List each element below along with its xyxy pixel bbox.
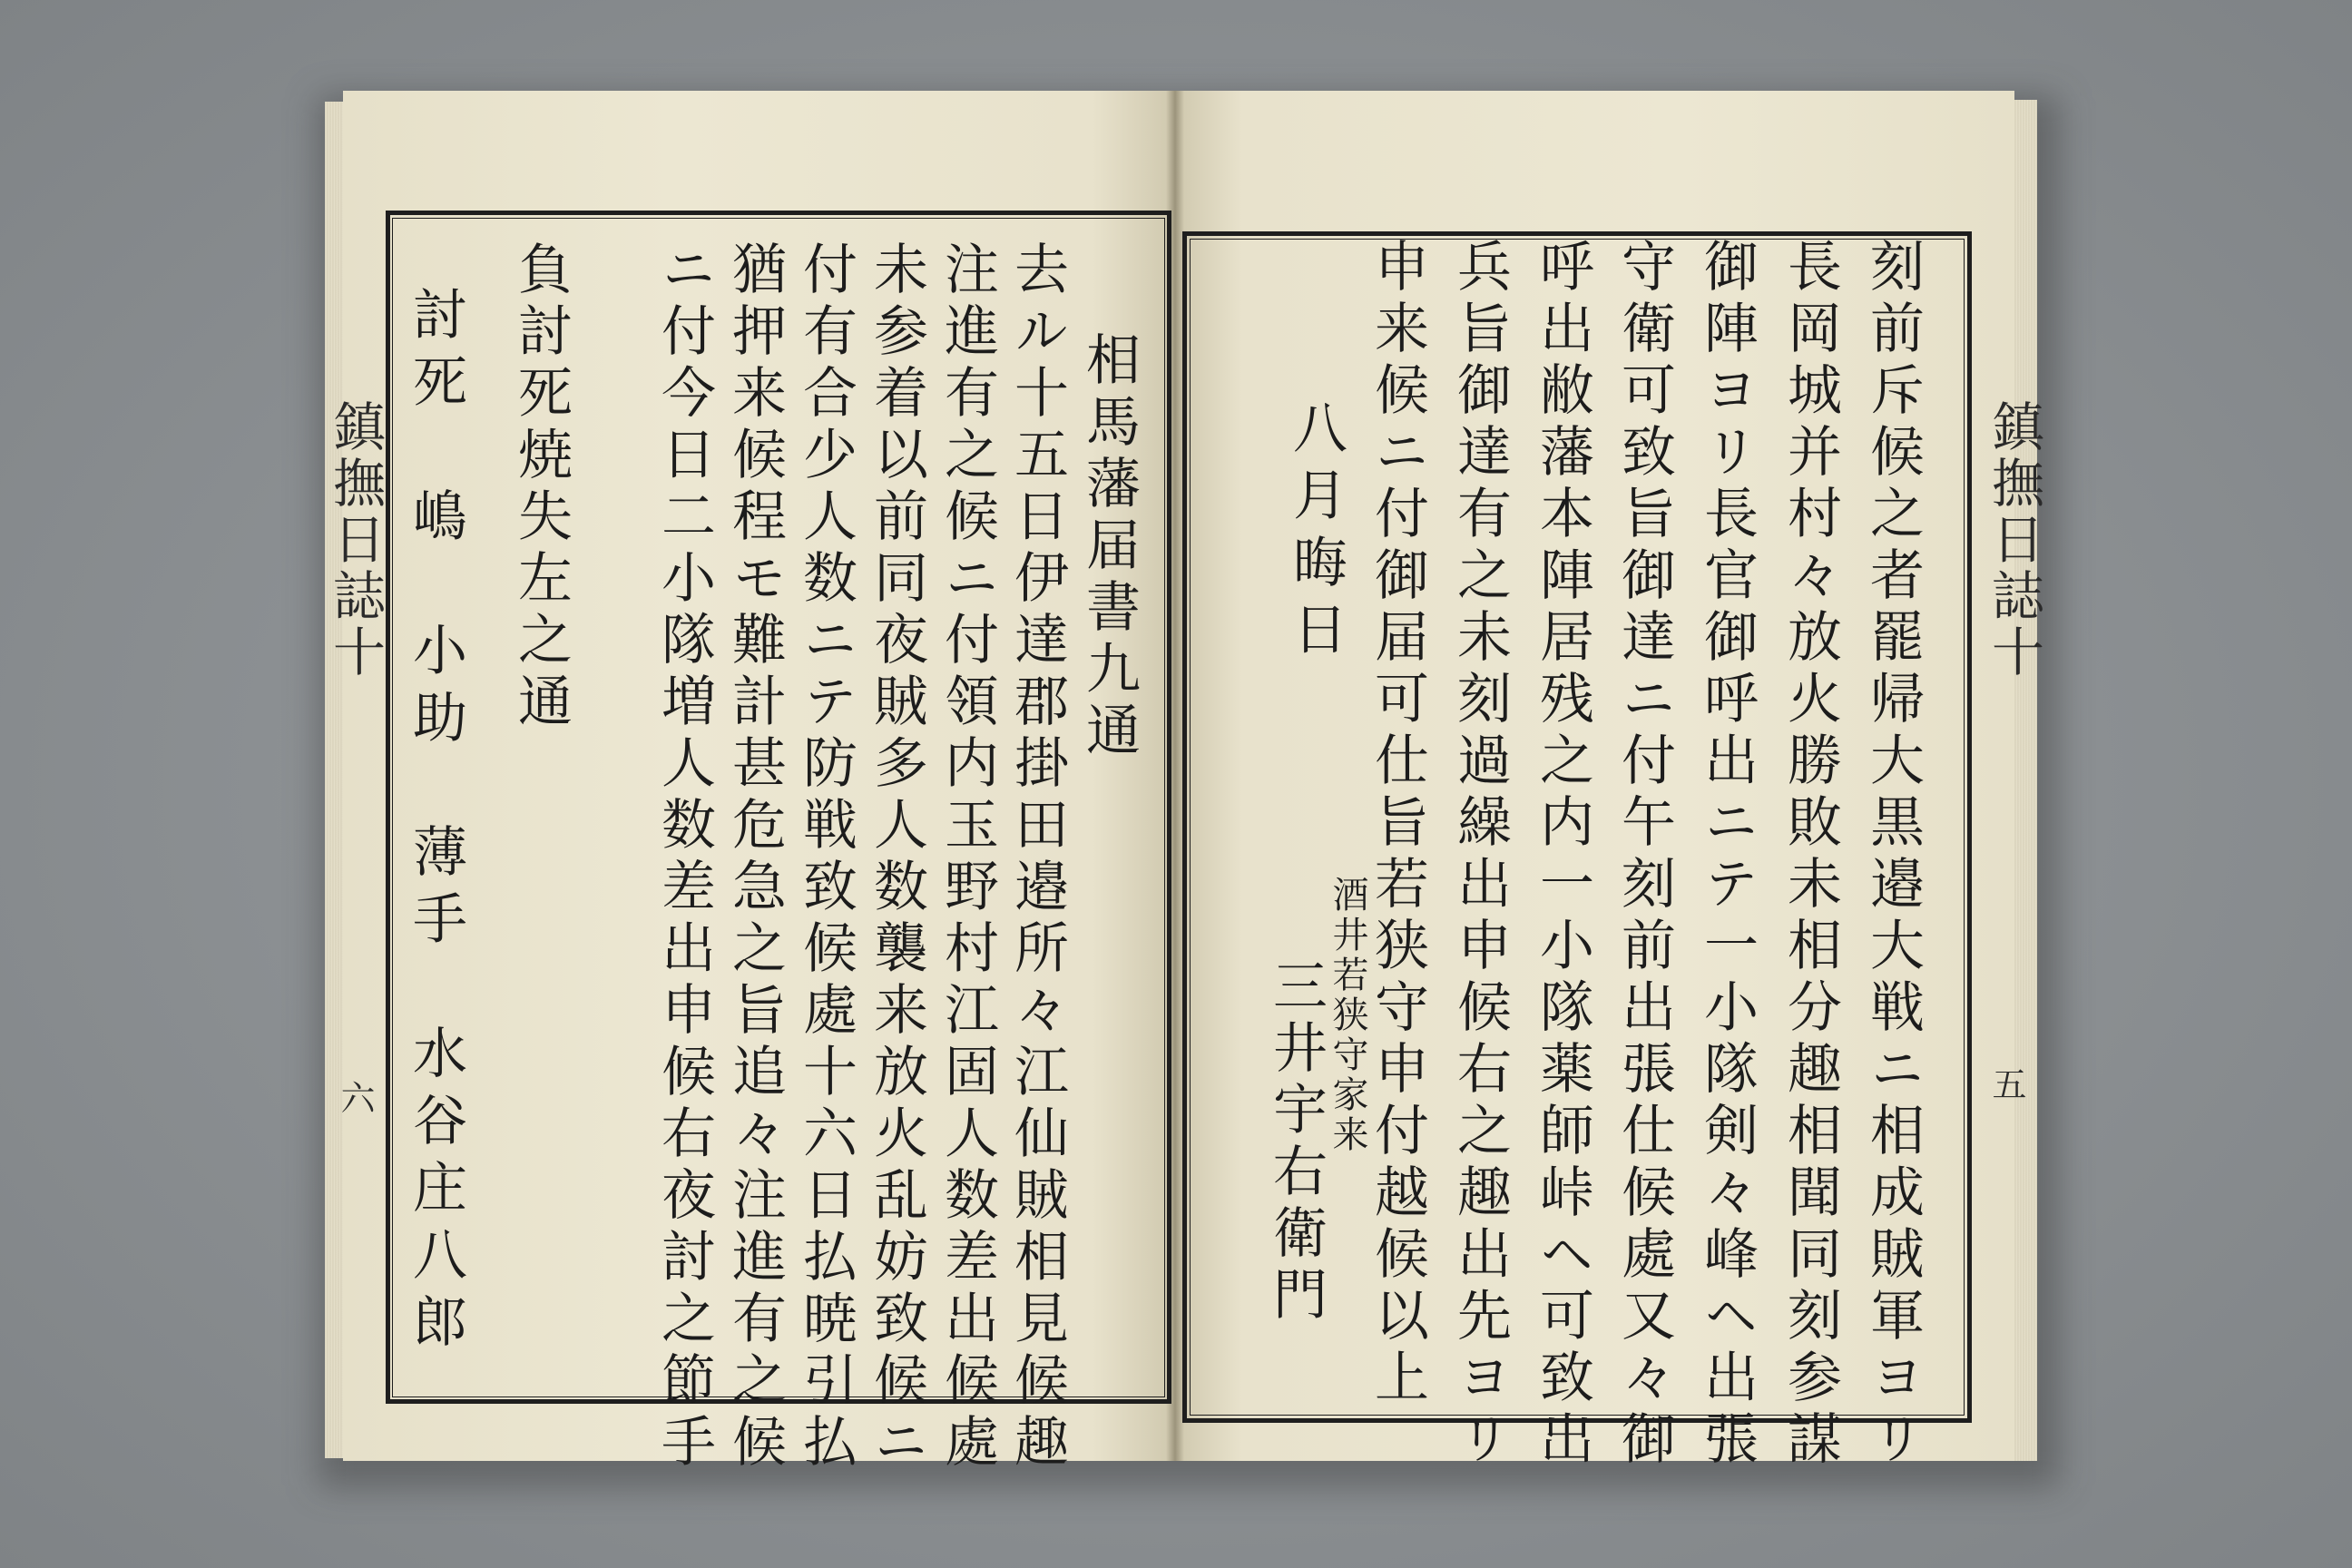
right-col-1: 刻前斥候之者罷帰大黒邉大戦ニ相成賊軍ヨリ [1861, 238, 1925, 1472]
right-col-7: 申来候ニ付御届可仕旨若狭守申付越候以上 [1366, 238, 1429, 1410]
left-folio: 六 [335, 1080, 375, 1114]
right-margin-title: 鎮撫日誌十 [1983, 399, 2044, 681]
right-col-4: 守衛可致旨御達ニ付午刻前出張仕候處又々御 [1612, 238, 1676, 1472]
left-col-7: ニ付今日二小隊増人数差出申候右夜討之節手 [652, 240, 716, 1475]
right-sender-affiliation: 酒井若狭守家来 [1327, 876, 1368, 1155]
left-col-6: 猶押来候程モ難計甚危急之旨追々注進有之候 [723, 240, 787, 1475]
right-col-5: 呼出敝藩本陣居残之内一小隊薬師峠ヘ可致出 [1531, 238, 1594, 1472]
left-col-9: 討死 嶋 小助 薄手 水谷庄八郎 [404, 286, 467, 1360]
left-col-8: 負討死焼失左之通 [509, 240, 573, 734]
right-col-2: 長岡城并村々放火勝敗未相分趣相聞同刻参謀 [1779, 238, 1842, 1472]
right-folio: 五 [1986, 1066, 2026, 1101]
right-col-6: 兵旨御達有之未刻過繰出申候右之趣出先ヨリ [1448, 238, 1512, 1472]
left-col-1: 相馬藩届書九通 [1077, 331, 1141, 763]
right-col-3: 御陣ヨリ長官御呼出ニテ一小隊剣々峰ヘ出張 [1695, 238, 1759, 1472]
left-col-5: 付有合少人数ニテ防戦致候處十六日払暁引払 [794, 240, 858, 1475]
left-col-3: 注進有之候ニ付領内玉野村江固人数差出候處 [936, 240, 999, 1475]
left-margin-title: 鎮撫日誌十 [324, 399, 386, 681]
right-sender-name: 三井宇右衛門 [1264, 957, 1328, 1328]
right-date: 八月晦日 [1284, 399, 1348, 668]
left-col-2: 去ル十五日伊達郡掛田邉所々江仙賊相見候趣 [1005, 240, 1069, 1475]
left-col-4: 未参着以前同夜賊多人数襲来放火乱妨致候ニ [865, 240, 928, 1475]
